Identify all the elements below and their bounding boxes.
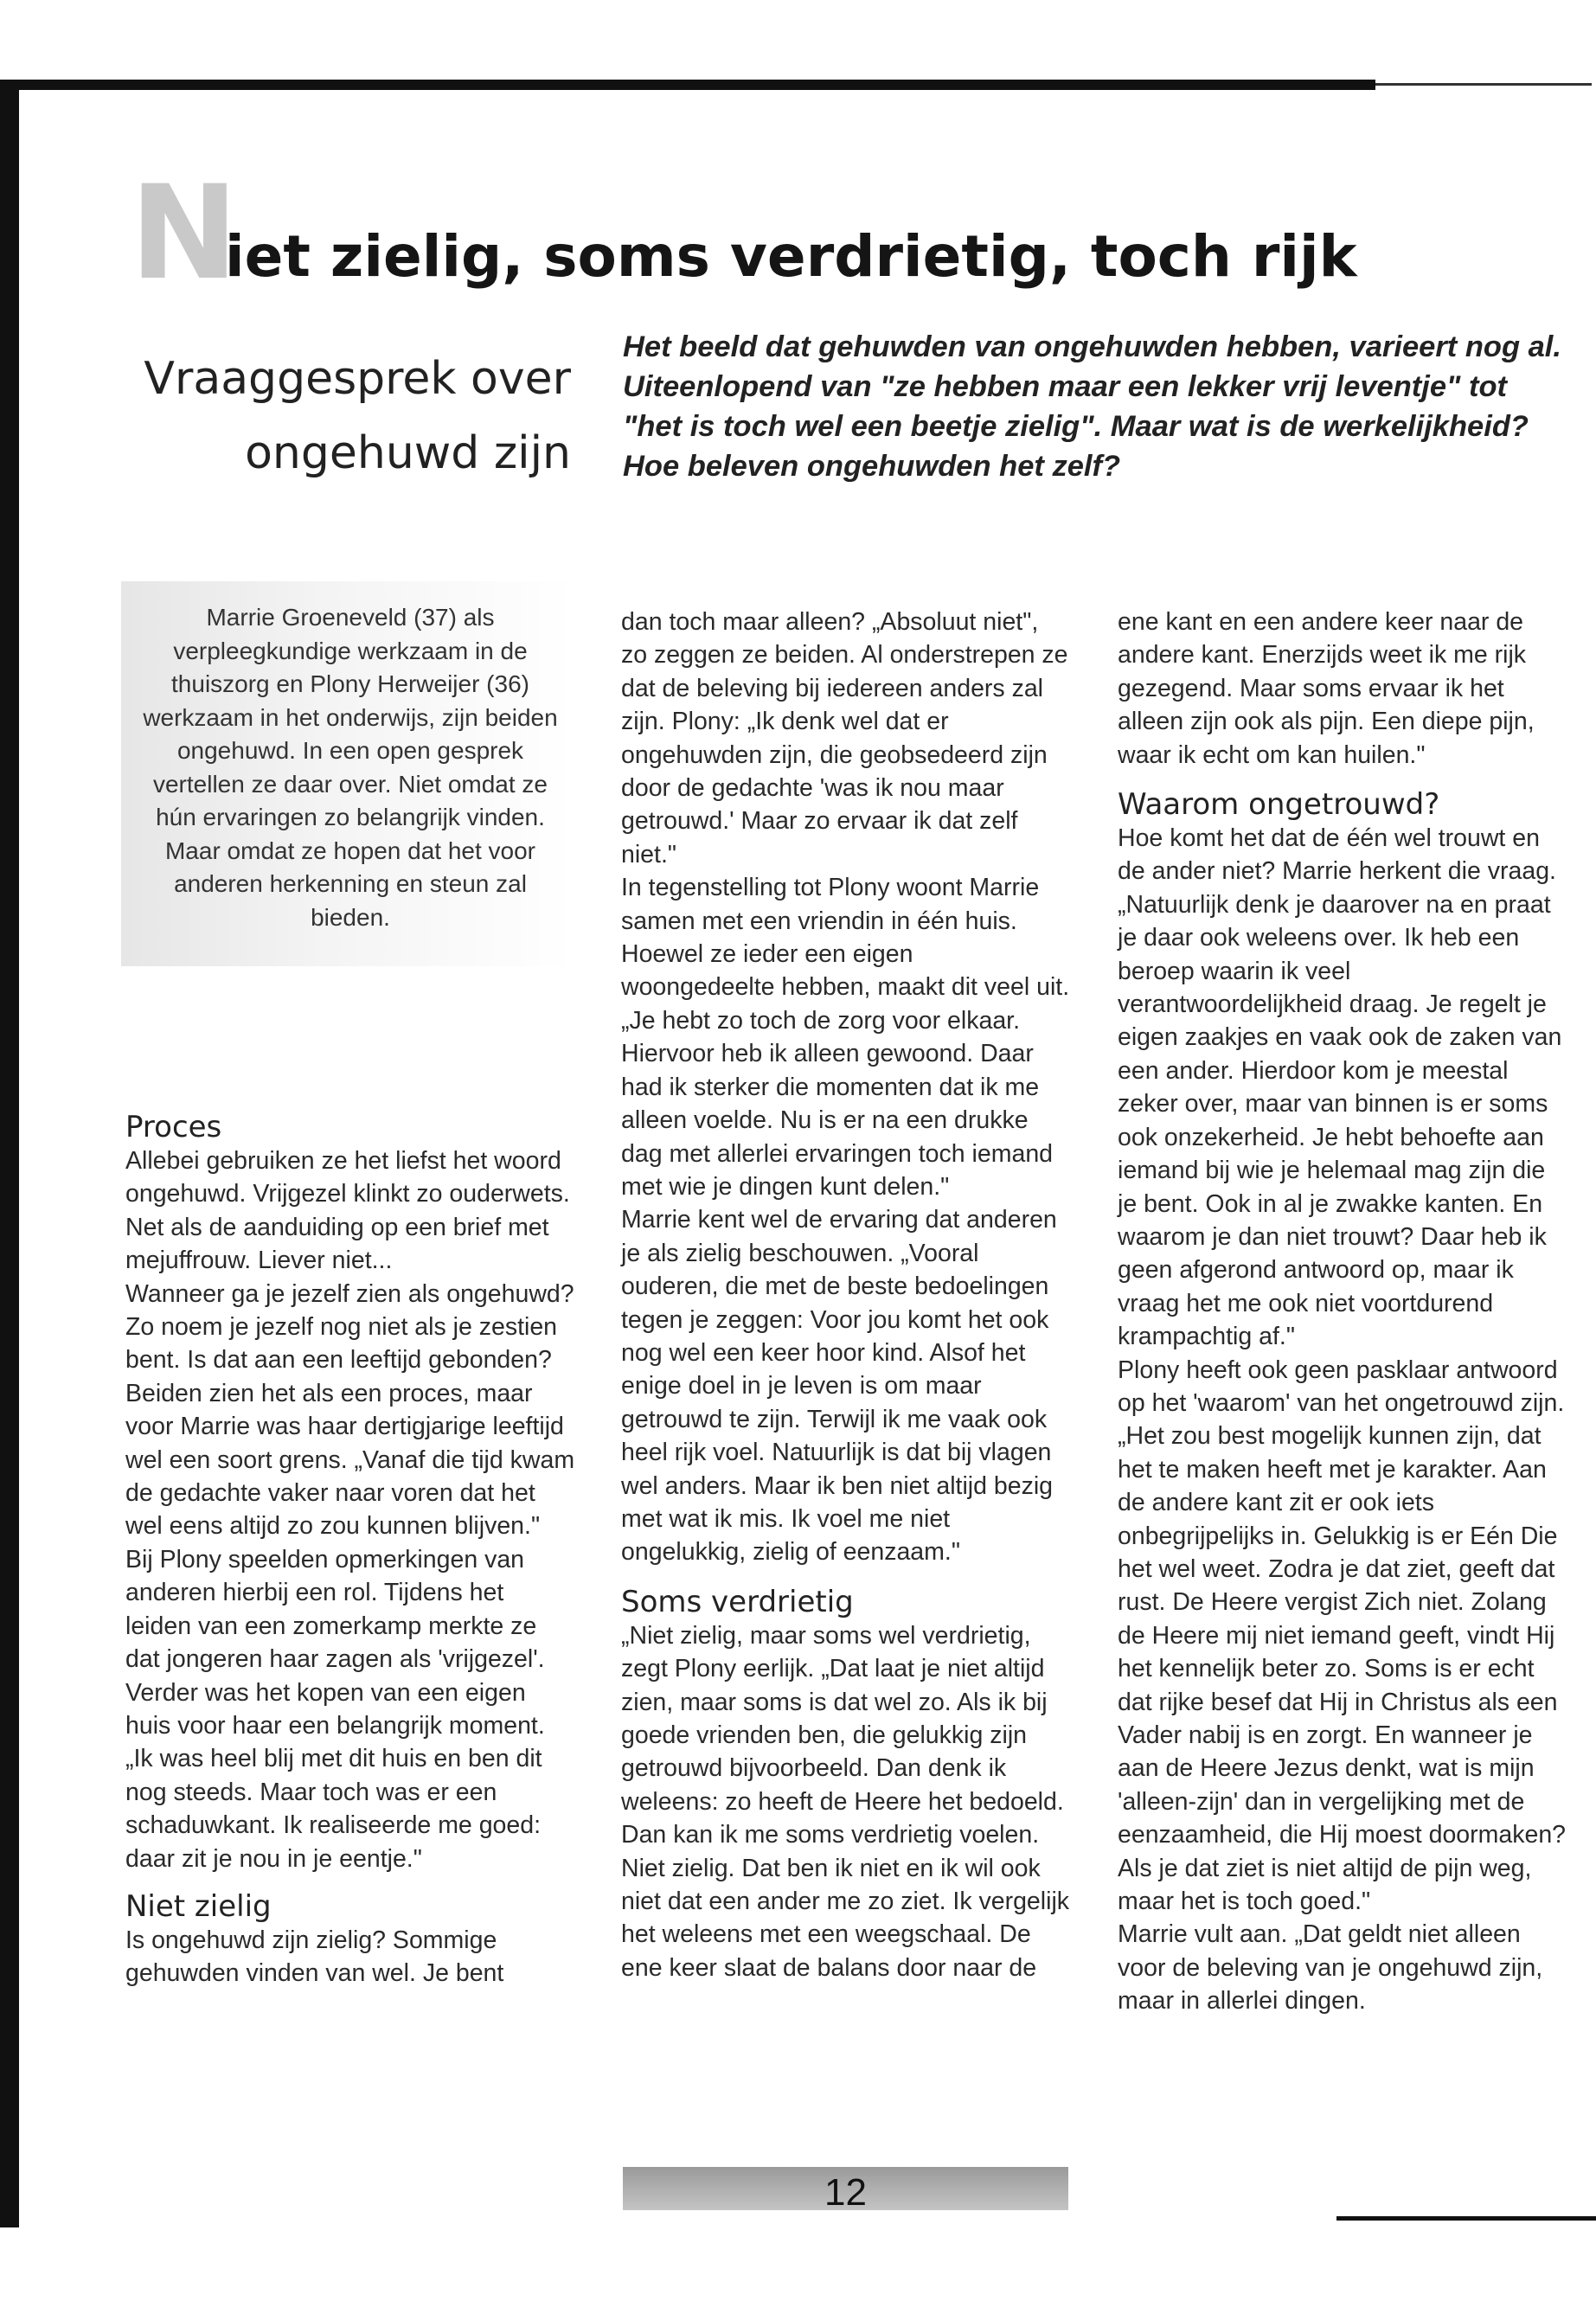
paragraph: ene kant en een andere keer naar de andere kant. Enerzijds weet ik me rijk gezegend. Maar soms ervaar ik het alleen zijn ook als pijn. Een diepe pijn, waar ik echt om kan huilen." xyxy=(1118,608,1535,769)
page-edge-top xyxy=(0,80,1375,90)
paragraph: Bij Plony speelden opmerkingen van anderen hierbij een rol. Tijdens het leiden van een zomerkamp merkte ze dat jongeren haar zagen als 'vrijgezel'. Verder was het kopen van een eigen huis voor haar een belangrijk moment. „Ik was heel blij met dit huis en ben dit nog steeds. Maar toch was er een schaduwkant. Ik realiseerde me goed: daar zit je nou in je eentje." xyxy=(125,1545,545,1873)
top-rule xyxy=(1375,83,1592,86)
paragraph: „Niet zielig, maar soms wel verdrietig, zegt Plony eerlijk. „Dat laat je niet altijd zien, maar soms is dat wel zo. Als ik bij goede vrienden ben, die gelukkig zijn getrouwd bijvoorbeeld. Dan denk ik weleens: zo heeft de Heere het bedoeld. Dan kan ik me soms verdrietig voelen. Niet zielig. Dat ben ik niet en ik wil ook niet dat een ander me zo ziet. Ik vergelijk het weleens met een weegschaal. De ene keer slaat de balans door naar de xyxy=(621,1621,1070,1982)
section-heading: Waarom ongetrouwd? xyxy=(1118,787,1440,823)
paragraph: Marrie kent wel de ervaring dat anderen je als zielig beschouwen. „Vooral ouderen, die met de beste bedoelingen tegen je zeggen: Voor jou komt het ook nog wel een keer hoor kind. Alsof het enige doel in je leven is om maar getrouwd te zijn. Terwijl ik me vaak ook heel rijk voel. Natuurlijk is dat bij vlagen wel anders. Maar ik ben niet altijd bezig met wat ik mis. Ik voel me niet ongelukkig, zielig of eenzaam." xyxy=(621,1206,1057,1567)
subtitle-line: ongehuwd zijn xyxy=(245,427,571,479)
paragraph: Plony heeft ook geen pasklaar antwoord op het 'waarom' van het ongetrouwd zijn. „Het zou best mogelijk kunnen zijn, dat het te maken heeft met je karakter. Aan de andere kant zit er ook iets onbegrijpelijks in. Gelukkig is er Eén Die het wel weet. Zodra je dat ziet, geeft dat rust. De Heere vergist Zich niet. Zolang de Heere mij niet iemand geeft, vindt Hij het kennelijk beter zo. Soms is er echt dat rijke besef dat Hij in Christus als een Vader nabij is en zorgt. En wanneer je aan de Heere Jezus denkt, wat is mijn 'alleen-zijn' dan in vergelijking met de eenzaamheid, die Hij moest doormaken? Als je dat ziet is niet altijd de pijn weg, maar het is toch goed." xyxy=(1118,1356,1567,1916)
subtitle-line: Vraaggesprek over xyxy=(144,353,571,405)
paragraph: Hoe komt het dat de één wel trouwt en de ander niet? Marrie herkent die vraag. „Natuurlijk denk je daarover na en praat je daar ook weleens over. Ik heb een beroep waarin ik veel verantwoordelijkheid draag. Je regelt je eigen zaakjes en vaak ook de zaken van een ander. Hierdoor kom je meestal zeker over, maar van binnen is er soms ook onzekerheid. Je hebt behoefte aan iemand bij wie je helemaal mag zijn die je bent. Ook in al je zwakke kanten. En waarom je dan niet trouwt? Daar heb ik geen afgerond antwoord op, maar ik vraag het me ook niet voortdurend krampachtig af." xyxy=(1118,824,1562,1351)
article-subtitle xyxy=(121,342,571,490)
paragraph: In tegenstelling tot Plony woont Marrie samen met een vriendin in één huis. Hoewel ze ieder een eigen woongedeelte hebben, maakt dit veel uit. „Je hebt zo toch de zorg voor elkaar. Hiervoor heb ik alleen gewoond. Daar had ik sterker die momenten dat ik me alleen voelde. Nu is er na een drukke dag met allerlei ervaringen toch iemand met wie je dingen kunt delen." xyxy=(621,874,1070,1201)
column-1 xyxy=(125,1110,575,1990)
paragraph: dan toch maar alleen? „Absoluut niet", zo zeggen ze beiden. Al onderstrepen ze dat de beleving bij iedereen anders zal zijn. Plony: „Ik denk wel dat er ongehuwden zijn, die geobsedeerd zijn door de gedachte 'was ik nou maar getrouwd.' Maar zo ervaar ik dat zelf niet." xyxy=(621,608,1068,868)
section-heading: Niet zielig xyxy=(125,1888,272,1924)
paragraph: Marrie vult aan. „Dat geldt niet alleen voor de beleving van je ongehuwd zijn, maar in allerlei dingen. xyxy=(1118,1920,1543,2016)
sidebar-text: Marrie Groeneveld (37) als verpleegkundige werkzaam in de thuiszorg en Plony Herweijer (36) werkzaam in het onderwijs, zijn beiden ongehuwd. In een open gesprek vertellen ze daar over. Niet omdat ze hún ervaringen zo belangrijk vinden. Maar omdat ze hopen dat het voor anderen herkenning en steun zal bieden. xyxy=(143,604,558,931)
bottom-rule xyxy=(1336,2216,1596,2221)
paragraph: Wanneer ga je jezelf zien als ongehuwd? Zo noem je jezelf nog niet als je zestien bent. Is dat aan een leeftijd gebonden? Beiden zien het als een proces, maar voor Marrie was haar dertigjarige leeftijd wel een soort grens. „Vanaf die tijd kwam de gedachte vaker naar voren dat het wel eens altijd zo zou kunnen blijven." xyxy=(125,1279,575,1541)
article-intro: Het beeld dat gehuwden van ongehuwden hebben, varieert nog al. Uiteenlopend van "ze hebben maar een lekker vrij leventje" tot "het is toch wel een beetje zielig". Maar wat is de werkelijkheid? Hoe beleven ongehuwden het zelf? xyxy=(623,330,1561,483)
title-dropcap: N xyxy=(130,158,239,309)
column-2 xyxy=(621,606,1071,1984)
column-3 xyxy=(1118,606,1567,2018)
section-heading: Soms verdrietig xyxy=(621,1584,854,1619)
page-edge-left xyxy=(0,82,19,2227)
paragraph: Is ongehuwd zijn zielig? Sommige gehuwden vinden van wel. Je bent xyxy=(125,1926,504,1988)
page-number: 12 xyxy=(824,2171,867,2214)
section-heading: Proces xyxy=(125,1110,222,1144)
paragraph: Allebei gebruiken ze het liefst het woord ongehuwd. Vrijgezel klinkt zo ouderwets. Net als de aanduiding op een brief met mejuffrouw. Liever niet... xyxy=(125,1147,570,1275)
title-text: iet zielig, soms verdrietig, toch rijk xyxy=(225,223,1357,290)
